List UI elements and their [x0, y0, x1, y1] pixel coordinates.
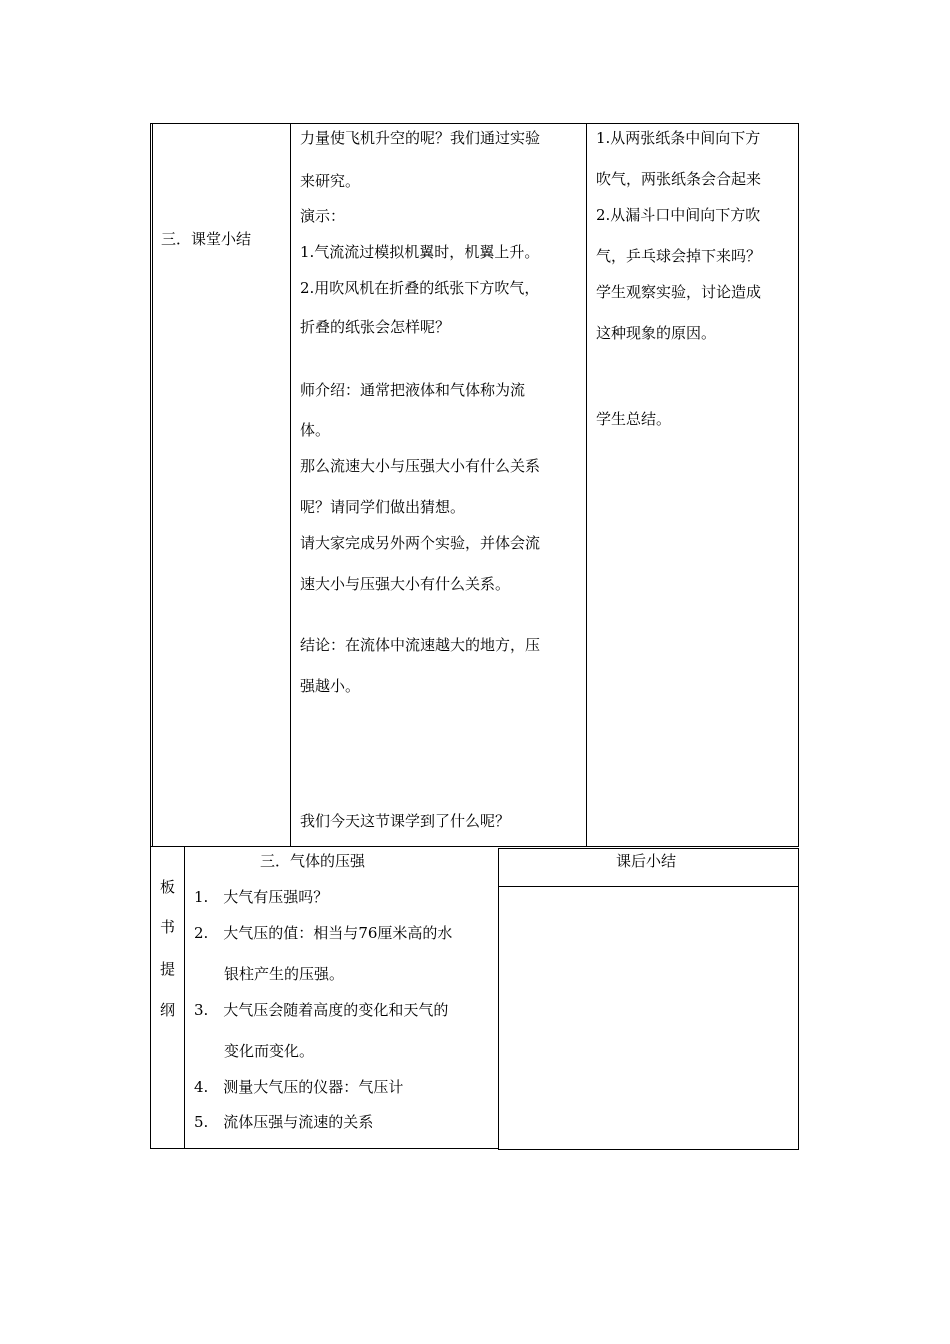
board-item: 银柱产生的压强。 — [224, 965, 345, 983]
teacher-line: 结论：在流体中流速越大的地方，压 — [300, 636, 541, 654]
side-label-char: 板 — [160, 878, 176, 896]
table-right-border — [798, 123, 799, 846]
student-line: 学生总结。 — [596, 410, 672, 428]
reflection-bottom-border — [498, 1149, 799, 1150]
board-item: 变化而变化。 — [224, 1042, 315, 1060]
side-label-char: 书 — [160, 918, 176, 936]
teacher-line: 体。 — [300, 421, 331, 439]
reflection-header-divider — [498, 886, 798, 887]
teacher-line: 那么流速大小与压强大小有什么关系 — [300, 457, 541, 475]
student-line: 学生观察实验，讨论造成 — [596, 283, 762, 301]
reflection-header: 课后小结 — [616, 852, 677, 870]
board-bottom-border — [150, 1148, 498, 1149]
side-label-char: 纲 — [160, 1001, 176, 1019]
teacher-line: 速大小与压强大小有什么关系。 — [300, 575, 511, 593]
table-left-border — [150, 123, 151, 846]
student-line: 2.从漏斗口中间向下方吹 — [596, 206, 761, 224]
reflection-left-border — [498, 848, 499, 1150]
student-line: 1.从两张纸条中间向下方 — [596, 129, 761, 147]
student-line: 气，乒乓球会掉下来吗？ — [596, 247, 762, 265]
table-left-border-inner — [152, 123, 153, 846]
teacher-line: 请大家完成另外两个实验，并体会流 — [300, 534, 541, 552]
board-item: 2. 大气压的值：相当与76厘米高的水 — [194, 924, 453, 942]
board-label-divider — [184, 846, 185, 1149]
reflection-body — [500, 888, 796, 1147]
teacher-line: 师介绍：通常把液体和气体称为流 — [300, 381, 526, 399]
teacher-line: 来研究。 — [300, 172, 361, 190]
board-left-border — [150, 846, 151, 1149]
board-item: 4. 测量大气压的仪器：气压计 — [194, 1078, 404, 1096]
student-line: 这种现象的原因。 — [596, 324, 717, 342]
column-divider-2 — [586, 123, 587, 846]
section-label: 三．课堂小结 — [161, 230, 252, 248]
teacher-line: 2.用吹风机在折叠的纸张下方吹气， — [300, 279, 540, 297]
teacher-line: 呢？请同学们做出猜想。 — [300, 498, 466, 516]
board-item: 3. 大气压会随着高度的变化和天气的 — [194, 1001, 449, 1019]
reflection-right-border — [798, 848, 799, 1150]
table-top-border — [150, 123, 799, 124]
board-item: 1. 大气有压强吗？ — [194, 888, 329, 906]
student-line: 吹气，两张纸条会合起来 — [596, 170, 762, 188]
teacher-line: 演示： — [300, 207, 346, 225]
teacher-line: 1.气流流过模拟机翼时，机翼上升。 — [300, 243, 540, 261]
side-label-char: 提 — [160, 960, 176, 978]
teacher-line: 力量使飞机升空的呢？我们通过实验 — [300, 129, 541, 147]
teacher-line: 强越小。 — [300, 677, 361, 695]
teacher-line: 折叠的纸张会怎样呢？ — [300, 318, 451, 336]
board-item: 5. 流体压强与流速的关系 — [194, 1113, 374, 1131]
teacher-line: 我们今天这节课学到了什么呢？ — [300, 812, 511, 830]
table-bottom-border — [150, 846, 799, 847]
column-divider-1 — [290, 123, 291, 846]
board-title: 三．气体的压强 — [260, 852, 366, 870]
reflection-top-border — [498, 848, 798, 849]
